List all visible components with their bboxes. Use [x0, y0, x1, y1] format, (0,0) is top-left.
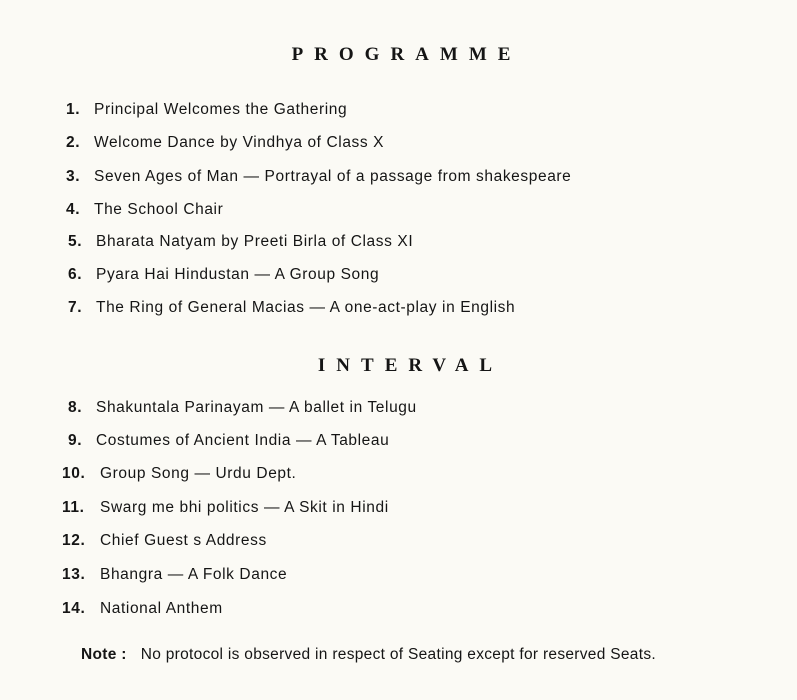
note-text: No protocol is observed in respect of Seating except for reserved Seats.	[140, 646, 656, 663]
item-text: Costumes of Ancient India — A Tableau	[96, 432, 390, 449]
item-text: Chief Guest s Address	[100, 532, 267, 549]
item-number: 10.	[62, 465, 86, 482]
item-number: 5.	[68, 233, 83, 250]
item-text: National Anthem	[100, 600, 223, 617]
item-text: Bhangra — A Folk Dance	[100, 566, 288, 583]
interval-heading: INTERVAL	[317, 355, 504, 376]
programme-heading: PROGRAMME	[291, 44, 522, 65]
item-text: Principal Welcomes the Gathering	[94, 101, 348, 118]
note	[81, 646, 656, 664]
item-number: 9.	[68, 432, 83, 449]
item-number: 8.	[68, 399, 83, 416]
item-number: 4.	[66, 201, 81, 218]
item-number: 2.	[66, 134, 81, 151]
list-item	[66, 101, 347, 119]
item-number: 3.	[66, 168, 81, 185]
list-item	[62, 566, 287, 584]
list-item	[66, 134, 384, 152]
item-text: The School Chair	[94, 201, 224, 218]
item-number: 6.	[68, 266, 83, 283]
item-number: 1.	[66, 101, 81, 118]
note-label: Note :	[81, 646, 127, 663]
item-number: 7.	[68, 299, 83, 316]
item-number: 13.	[62, 566, 86, 583]
item-text: Seven Ages of Man — Portrayal of a passage from shakespeare	[94, 168, 572, 185]
list-item	[68, 399, 417, 417]
item-text: Shakuntala Parinayam — A ballet in Telugu	[96, 399, 417, 416]
list-item	[66, 201, 223, 219]
list-item	[68, 299, 515, 317]
list-item	[62, 499, 389, 517]
list-item	[66, 168, 571, 186]
item-text: Swarg me bhi politics — A Skit in Hindi	[100, 499, 389, 516]
item-text: The Ring of General Macias — A one-act-play in English	[96, 299, 516, 316]
item-text: Bharata Natyam by Preeti Birla of Class XI	[96, 233, 414, 250]
list-item	[62, 600, 223, 618]
list-item	[68, 233, 413, 251]
item-number: 11.	[62, 499, 85, 516]
item-text: Pyara Hai Hindustan — A Group Song	[96, 266, 380, 283]
list-item	[68, 266, 379, 284]
list-item	[62, 465, 296, 483]
item-number: 14.	[62, 600, 86, 617]
item-number: 12.	[62, 532, 86, 549]
item-text: Welcome Dance by Vindhya of Class X	[94, 134, 385, 151]
list-item	[62, 532, 267, 550]
list-item	[68, 432, 389, 450]
item-text: Group Song — Urdu Dept.	[100, 465, 297, 482]
